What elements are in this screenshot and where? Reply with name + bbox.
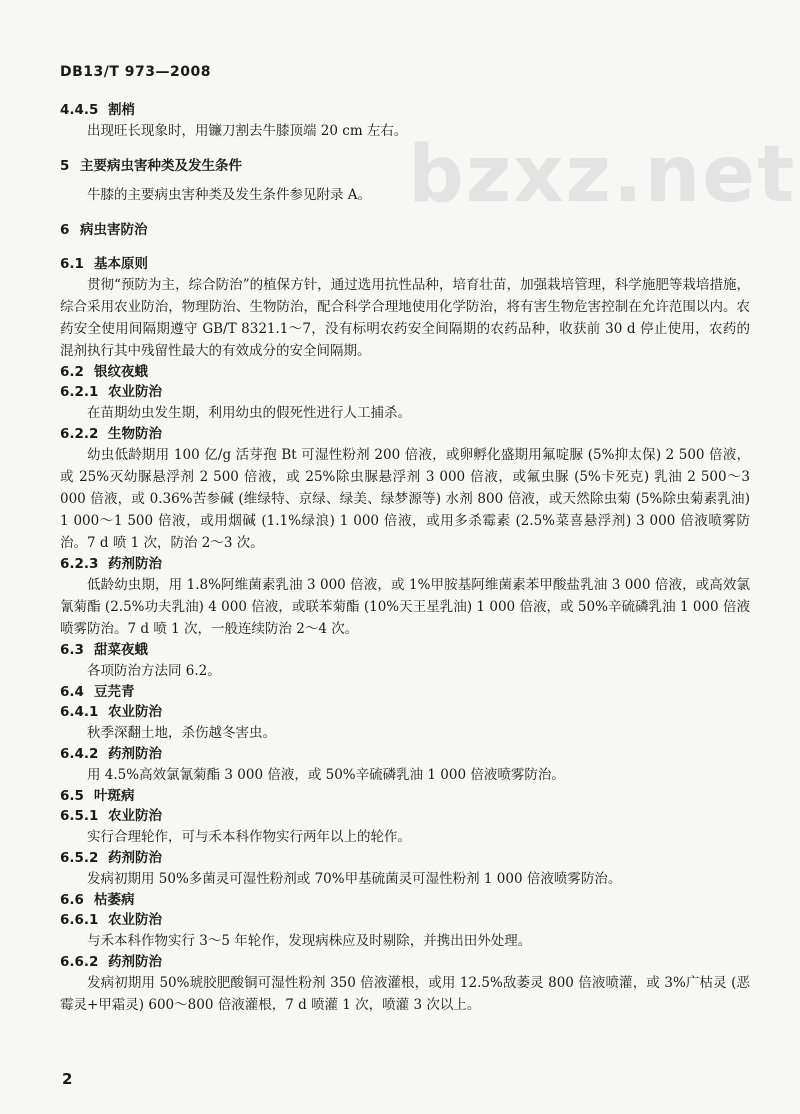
- paragraph: 与禾本科作物实行 3～5 年轮作，发现病株应及时剔除，并携出田外处理。: [87, 933, 532, 949]
- section-heading: [60, 702, 750, 722]
- section-title: 生物防治: [108, 426, 162, 442]
- section-number: 6.2.2: [60, 426, 99, 442]
- document-id: DB13/T 973—2008: [60, 64, 211, 80]
- watermark-text: bzxz.net: [408, 130, 797, 220]
- section-heading: [60, 682, 750, 702]
- section-title: 甜菜夜蛾: [94, 642, 148, 658]
- section-number: 6.5.2: [60, 850, 99, 866]
- paragraph: 出现旺长现象时，用镰刀割去牛膝顶端 20 cm 左右。: [87, 123, 408, 139]
- section-heading: [60, 554, 750, 574]
- section-heading: [60, 100, 750, 120]
- section-title: 割梢: [108, 102, 135, 118]
- section-title: 叶斑病: [94, 788, 135, 804]
- section-number: 6.6.1: [60, 912, 99, 928]
- section-title: 农业防治: [108, 912, 162, 928]
- section-title: 药剂防治: [108, 746, 162, 762]
- section-heading: [60, 254, 750, 274]
- section-heading: [60, 848, 750, 868]
- section-heading: [60, 156, 750, 176]
- document-body: [60, 100, 750, 1016]
- section-heading: [60, 806, 750, 826]
- section-heading: [60, 952, 750, 972]
- section-title: 豆芫青: [94, 684, 135, 700]
- section-heading: [60, 382, 750, 402]
- section-title: 农业防治: [108, 704, 162, 720]
- section-heading: [60, 890, 750, 910]
- section-heading: [60, 220, 750, 240]
- section-title: 药剂防治: [108, 954, 162, 970]
- section-number: 6.5: [60, 788, 84, 804]
- page-number: 2: [62, 1070, 73, 1088]
- section-heading: [60, 362, 750, 382]
- section-number: 6.6.2: [60, 954, 99, 970]
- section-number: 6.2.1: [60, 384, 99, 400]
- paragraph: 实行合理轮作，可与禾本科作物实行两年以上的轮作。: [87, 829, 411, 845]
- section-number: 6.2.3: [60, 556, 99, 572]
- section-number: 4.4.5: [60, 102, 99, 118]
- section-title: 病虫害防治: [80, 222, 148, 238]
- section-heading: [60, 786, 750, 806]
- section-number: 6.2: [60, 364, 84, 380]
- paragraph: 各项防治方法同 6.2。: [87, 663, 221, 679]
- section-number: 5: [60, 158, 70, 174]
- section-number: 6.4.2: [60, 746, 99, 762]
- section-title: 枯萎病: [94, 892, 135, 908]
- section-number: 6: [60, 222, 70, 238]
- section-number: 6.3: [60, 642, 84, 658]
- paragraph: 牛膝的主要病虫害种类及发生条件参见附录 A。: [87, 187, 372, 203]
- paragraph: 贯彻“预防为主，综合防治”的植保方针，通过选用抗性品种，培育壮苗，加强栽培管理，科学施肥等栽培措施，综合采用农业防治，物理防治、生物防治，配合科学合理地使用化学防治，将有害生物危害控制在允许范围以内。农药安全使用间隔期遵守 GB/T 8321.1～7，没有标明农药安全间隔期的农药品种，收获前 30 d 停止使用，农药的混剂执行其中残留性最大的有效成分的安全间隔期。: [60, 277, 750, 359]
- section-number: 6.4: [60, 684, 84, 700]
- section-title: 药剂防治: [108, 556, 162, 572]
- section-heading: [60, 744, 750, 764]
- paragraph: 幼虫低龄期用 100 亿/g 活芽孢 Bt 可湿性粉剂 200 倍液，或卵孵化盛期用氟啶脲 (5%抑太保) 2 500 倍液，或 25%灭幼脲悬浮剂 2 500 倍液，或 25%除虫脲悬浮剂 3 000 倍液，或氟虫脲 (5%卡死克) 乳油 2 500～3 000 倍液，或 0.36%苦参碱 (维绿特、京绿、绿美、绿梦源等) 水剂 800 倍液，或天然除虫菊 (5%除虫菊素乳油) 1 000～1 500 倍液，或用烟碱 (1.1%绿浪) 1 000 倍液，或用多杀霉素 (2.5%菜喜悬浮剂) 3 000 倍液喷雾防治。7 d 喷 1 次，防治 2～3 次。: [60, 447, 750, 551]
- section-title: 农业防治: [108, 384, 162, 400]
- section-number: 6.6: [60, 892, 84, 908]
- section-title: 主要病虫害种类及发生条件: [80, 158, 242, 174]
- section-heading: [60, 640, 750, 660]
- section-title: 药剂防治: [108, 850, 162, 866]
- paragraph: 发病初期用 50%琥胶肥酸铜可湿性粉剂 350 倍液灌根，或用 12.5%敌萎灵 800 倍液喷灌，或 3%广枯灵 (恶霉灵+甲霜灵) 600～800 倍液灌根，7 d 喷灌 1 次，喷灌 3 次以上。: [60, 975, 750, 1013]
- section-number: 6.4.1: [60, 704, 99, 720]
- section-title: 银纹夜蛾: [94, 364, 148, 380]
- section-number: 6.1: [60, 256, 84, 272]
- paragraph: 在苗期幼虫发生期，利用幼虫的假死性进行人工捕杀。: [87, 405, 411, 421]
- paragraph: 发病初期用 50%多菌灵可湿性粉剂或 70%甲基硫菌灵可湿性粉剂 1 000 倍液喷雾防治。: [87, 871, 622, 887]
- section-title: 农业防治: [108, 808, 162, 824]
- section-heading: [60, 910, 750, 930]
- paragraph: 秋季深翻土地，杀伤越冬害虫。: [87, 725, 276, 741]
- paragraph: 用 4.5%高效氯氰菊酯 3 000 倍液，或 50%辛硫磷乳油 1 000 倍液喷雾防治。: [87, 767, 565, 783]
- section-title: 基本原则: [94, 256, 148, 272]
- paragraph: 低龄幼虫期，用 1.8%阿维菌素乳油 3 000 倍液，或 1%甲胺基阿维菌素苯甲酸盐乳油 3 000 倍液，或高效氯氰菊酯 (2.5%功夫乳油) 4 000 倍液，或联苯菊酯 (10%天王星乳油) 1 000 倍液，或 50%辛硫磷乳油 1 000 倍液喷雾防治。7 d 喷 1 次，一般连续防治 2～4 次。: [60, 577, 750, 637]
- section-heading: [60, 424, 750, 444]
- section-number: 6.5.1: [60, 808, 99, 824]
